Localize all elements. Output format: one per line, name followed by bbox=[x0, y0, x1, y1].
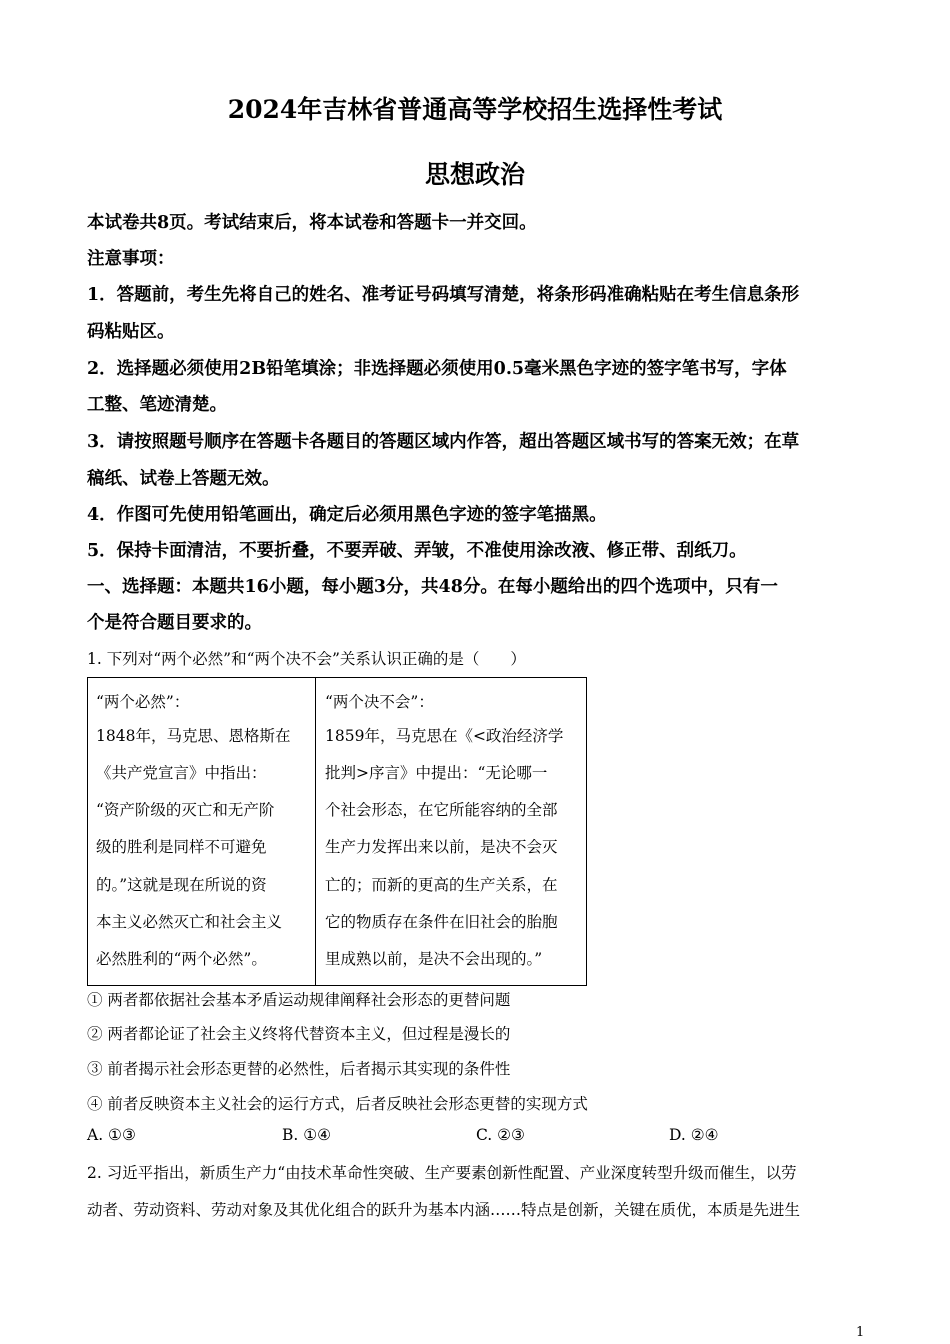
exam-title: 2024年吉林省普通高等学校招生选择性考试 bbox=[227, 95, 723, 124]
instruction-line: 5．保持卡面清洁，不要折叠，不要弄破、弄皱，不准使用涂改液、修正带、刮纸刀。 bbox=[87, 541, 747, 561]
instruction-line: 1．答题前，考生先将自己的姓名、准考证号码填写清楚，将条形码准确粘贴在考生信息条形 bbox=[87, 285, 800, 305]
table-cell-line: 1859年，马克思在《<政治经济学 bbox=[325, 727, 564, 745]
statement-item: ④ 前者反映资本主义社会的运行方式，后者反映社会形态更替的实现方式 bbox=[87, 1095, 588, 1113]
instruction-line: 一、选择题：本题共16小题，每小题3分，共48分。在每小题给出的四个选项中，只有一 bbox=[87, 577, 778, 597]
instruction-line: 注意事项： bbox=[87, 249, 175, 269]
table-cell-line: 生产力发挥出来以前，是决不会灭 bbox=[325, 838, 558, 856]
table-cell-line: “两个必然”： bbox=[96, 693, 190, 711]
table-cell-line: 必然胜利的“两个必然”。 bbox=[96, 950, 267, 968]
instruction-line: 3．请按照题号顺序在答题卡各题目的答题区域内作答，超出答题区域书写的答案无效；在草 bbox=[87, 432, 800, 452]
statement-item: ② 两者都论证了社会主义终将代替资本主义，但过程是漫长的 bbox=[87, 1025, 511, 1043]
instruction-line: 码粘贴区。 bbox=[87, 322, 175, 342]
table-cell-line: 级的胜利是同样不可避免 bbox=[96, 838, 267, 856]
table-cell-line: 的。”这就是现在所说的资 bbox=[96, 876, 267, 894]
table-cell-line: 《共产党宣言》中指出： bbox=[96, 764, 267, 782]
instruction-line: 4．作图可先使用铅笔画出，确定后必须用黑色字迹的签字笔描黑。 bbox=[87, 505, 607, 525]
answer-option: D. ②④ bbox=[669, 1126, 719, 1144]
subject-title: 思想政治 bbox=[424, 160, 525, 189]
table-column-two-inevitables bbox=[88, 678, 316, 985]
table-column-two-nevers bbox=[317, 678, 586, 985]
table-cell-line: “两个决不会”： bbox=[325, 693, 434, 711]
instruction-line: 稿纸、试卷上答题无效。 bbox=[87, 469, 280, 489]
question-2-line: 2. 习近平指出，新质生产力“由技术革命性突破、生产要素创新性配置、产业深度转型升级而催生，以劳 bbox=[87, 1164, 797, 1182]
instruction-line: 个是符合题目要求的。 bbox=[87, 613, 262, 633]
table-cell-line: 亡的；而新的更高的生产关系，在 bbox=[325, 876, 558, 894]
table-cell-line: 里成熟以前，是决不会出现的。” bbox=[325, 950, 543, 968]
table-cell-line: 它的物质存在条件在旧社会的胎胞 bbox=[325, 913, 558, 931]
table-cell-line: 本主义必然灭亡和社会主义 bbox=[96, 913, 283, 931]
instruction-line: 工整、笔迹清楚。 bbox=[87, 395, 227, 415]
table-cell-line: “资产阶级的灭亡和无产阶 bbox=[96, 801, 275, 819]
answer-option: C. ②③ bbox=[476, 1126, 525, 1144]
table-cell-line: 1848年，马克思、恩格斯在 bbox=[96, 727, 291, 745]
statement-item: ① 两者都依据社会基本矛盾运动规律阐释社会形态的更替问题 bbox=[87, 991, 511, 1009]
instruction-line: 2．选择题必须使用2B铅笔填涂；非选择题必须使用0.5毫米黑色字迹的签字笔书写，字体 bbox=[87, 359, 787, 379]
statement-item: ③ 前者揭示社会形态更替的必然性，后者揭示其实现的条件性 bbox=[87, 1060, 511, 1078]
question-2-line: 动者、劳动资料、劳动对象及其优化组合的跃升为基本内涵……特点是创新，关键在质优，本质是先进生 bbox=[87, 1201, 801, 1219]
answer-option: A. ①③ bbox=[87, 1126, 136, 1144]
instruction-line: 本试卷共8页。考试结束后，将本试卷和答题卡一并交回。 bbox=[87, 213, 537, 233]
page-number: 1 bbox=[856, 1325, 865, 1340]
question-1-table bbox=[87, 677, 587, 986]
table-cell-line: 个社会形态，在它所能容纳的全部 bbox=[325, 801, 558, 819]
answer-option: B. ①④ bbox=[282, 1126, 332, 1144]
table-cell-line: 批判>序言》中提出：“无论哪一 bbox=[325, 764, 548, 782]
question-1-stem: 1. 下列对“两个必然”和“两个决不会”关系认识正确的是（ ） bbox=[87, 650, 526, 668]
